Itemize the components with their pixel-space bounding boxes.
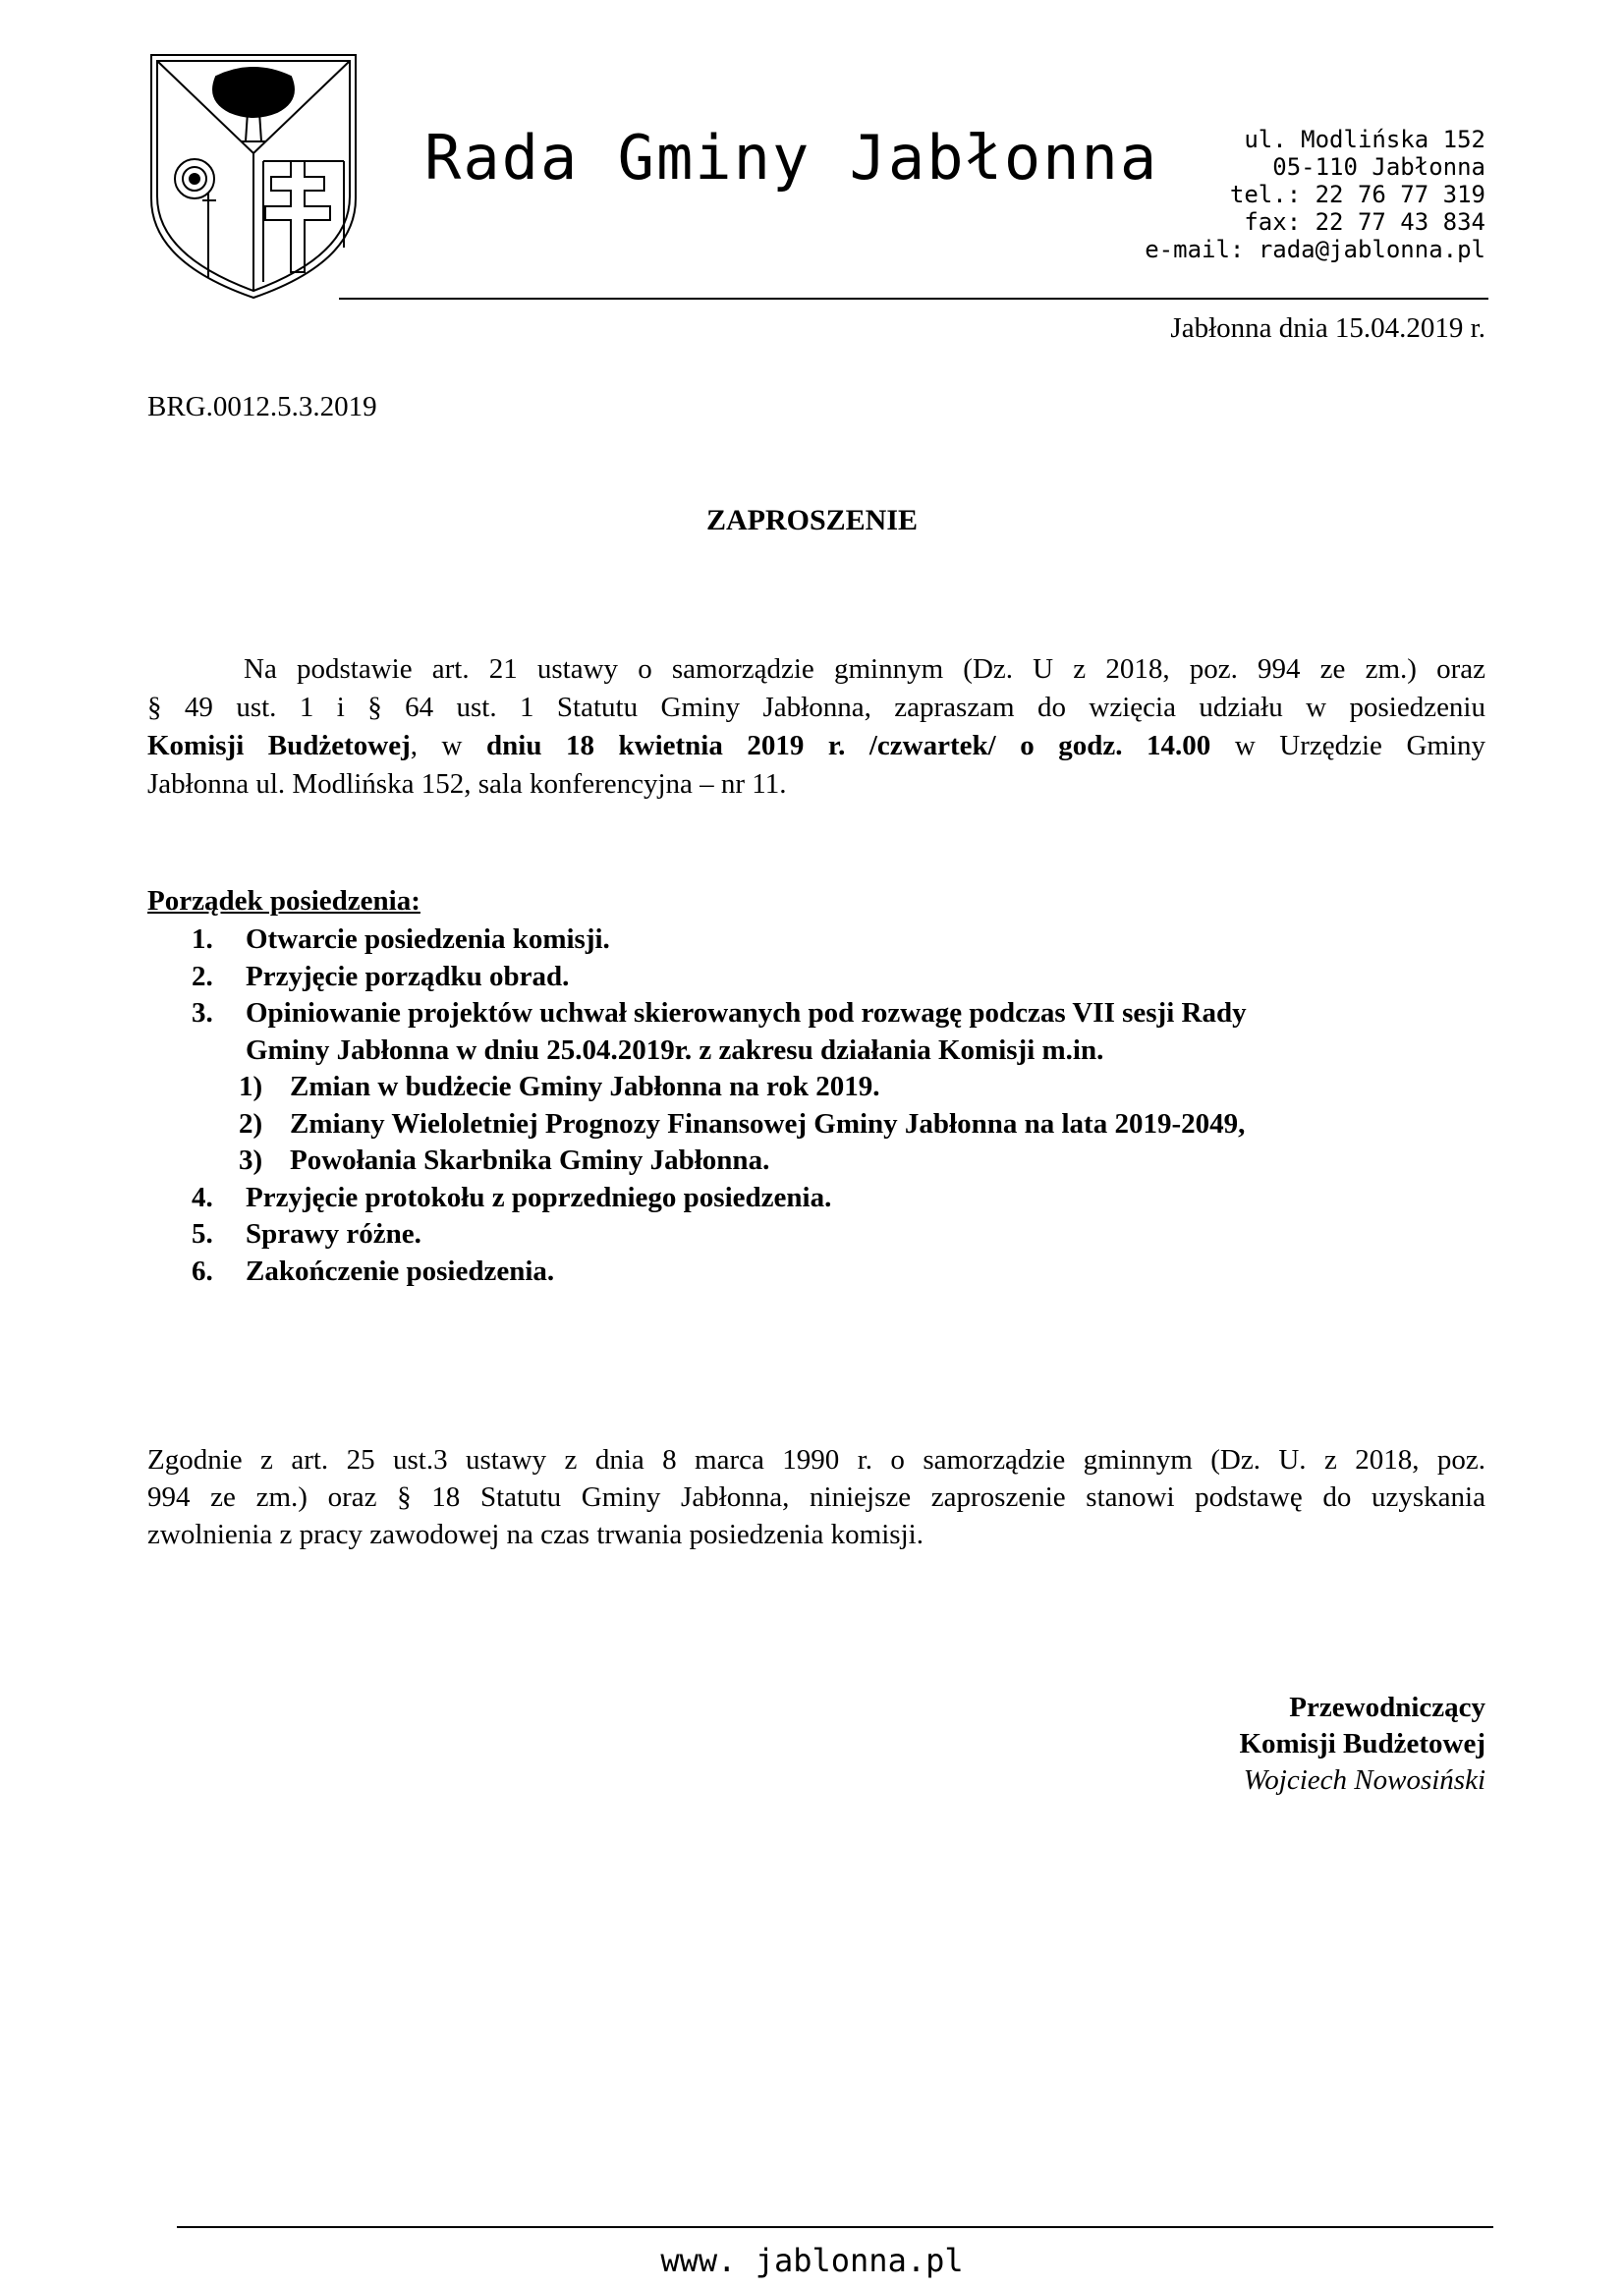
committee-name: Komisji Budżetowej — [147, 730, 411, 761]
intro-line: Na podstawie art. 21 ustawy o samorządzie gminnym (Dz. U z 2018, poz. 994 ze zm.) oraz — [244, 653, 1485, 685]
agenda-subitem-number: 2) — [239, 1107, 263, 1140]
council-name: Rada Gminy Jabłonna — [424, 122, 1159, 194]
closing-paragraph — [147, 1441, 1485, 1553]
agenda-item-number: 5. — [192, 1218, 213, 1250]
agenda-item — [192, 1216, 1498, 1254]
agenda-subitem — [239, 1069, 1498, 1106]
agenda-subitem-text: Zmiany Wieloletniej Prognozy Finansowej Gminy Jabłonna na lata 2019-2049, — [290, 1107, 1246, 1140]
meeting-place: w Urzędzie Gminy — [1234, 730, 1486, 761]
contact-tel: tel.: 22 76 77 319 — [1229, 181, 1485, 208]
closing-line: Zgodnie z art. 25 ust.3 ustawy z dnia 8 marca 1990 r. o samorządzie gminnym (Dz. U. z 2018, poz. — [147, 1444, 1485, 1476]
contact-street: ul. Modlińska 152 — [1244, 126, 1485, 153]
closing-line: 994 ze zm.) oraz § 18 Statutu Gminy Jabłonna, niniejsze zaproszenie stanowi podstawę do uzyskania — [147, 1481, 1485, 1513]
signature-name: Wojciech Nowosiński — [1243, 1764, 1485, 1796]
agenda-item-number: 4. — [192, 1181, 213, 1213]
contact-fax: fax: 22 77 43 834 — [1244, 208, 1485, 236]
signature-role: Przewodniczący — [1289, 1692, 1485, 1723]
agenda-subitem-number: 1) — [239, 1071, 263, 1102]
date-line: Jabłonna dnia 15.04.2019 r. — [1170, 312, 1485, 344]
agenda-item-text: Zakończenie posiedzenia. — [246, 1255, 555, 1287]
agenda-item-number: 3. — [192, 997, 213, 1029]
agenda-item-text: Otwarcie posiedzenia komisji. — [246, 923, 610, 955]
intro-line: Jabłonna ul. Modlińska 152, sala konferencyjna – nr 11. — [147, 768, 787, 800]
contact-email: e-mail: rada@jablonna.pl — [1145, 236, 1485, 263]
agenda-heading: Porządek posiedzenia: — [147, 885, 420, 917]
footer-website: www. jablonna.pl — [660, 2242, 964, 2279]
coat-of-arms-icon — [147, 51, 360, 302]
agenda-subitem-number: 3) — [239, 1144, 263, 1176]
agenda-item-text-continued: Gminy Jabłonna w dniu 25.04.2019r. z zakresu działania Komisji m.in. — [246, 1033, 1104, 1066]
header-divider — [339, 298, 1488, 300]
agenda-item — [192, 959, 1498, 996]
agenda-subitem-text: Zmian w budżecie Gminy Jabłonna na rok 2019. — [290, 1071, 880, 1102]
document-title: ZAPROSZENIE — [705, 504, 919, 536]
agenda-subitem — [239, 1143, 1498, 1180]
agenda-item — [192, 995, 1498, 1069]
contact-block — [1145, 126, 1485, 263]
agenda-item-number: 6. — [192, 1255, 213, 1287]
signature-committee: Komisji Budżetowej — [1239, 1728, 1485, 1759]
intro-paragraph — [147, 650, 1485, 804]
agenda-item-text: Przyjęcie porządku obrad. — [246, 960, 570, 992]
intro-line: § 49 ust. 1 i § 64 ust. 1 Statutu Gminy Jabłonna, zapraszam do wzięcia udziału w posiedzeniu — [147, 692, 1485, 723]
agenda-item — [192, 921, 1498, 959]
agenda-list — [192, 921, 1498, 1290]
agenda-item-number: 2. — [192, 960, 213, 992]
agenda-item-text: Opiniowanie projektów uchwał skierowanych pod rozwagę podczas VII sesji Rady — [246, 997, 1247, 1029]
agenda-item-number: 1. — [192, 923, 213, 955]
reference-number: BRG.0012.5.3.2019 — [147, 391, 377, 422]
agenda-item-text: Przyjęcie protokołu z poprzedniego posiedzenia. — [246, 1181, 832, 1213]
agenda-subitem-text: Powołania Skarbnika Gminy Jabłonna. — [290, 1144, 770, 1176]
intro-connector: , w — [410, 730, 463, 761]
agenda-subitem — [239, 1106, 1498, 1144]
meeting-datetime: dniu 18 kwietnia 2019 r. /czwartek/ o godz. 14.00 — [486, 730, 1211, 761]
intro-line-meeting — [147, 727, 1485, 765]
agenda-item-text: Sprawy różne. — [246, 1218, 421, 1250]
signature-block — [1240, 1690, 1486, 1799]
agenda-item — [192, 1254, 1498, 1291]
closing-line: zwolnienia z pracy zawodowej na czas trwania posiedzenia komisji. — [147, 1519, 924, 1550]
contact-postal: 05-110 Jabłonna — [1272, 153, 1485, 181]
agenda-item — [192, 1180, 1498, 1217]
footer-divider — [177, 2226, 1493, 2228]
